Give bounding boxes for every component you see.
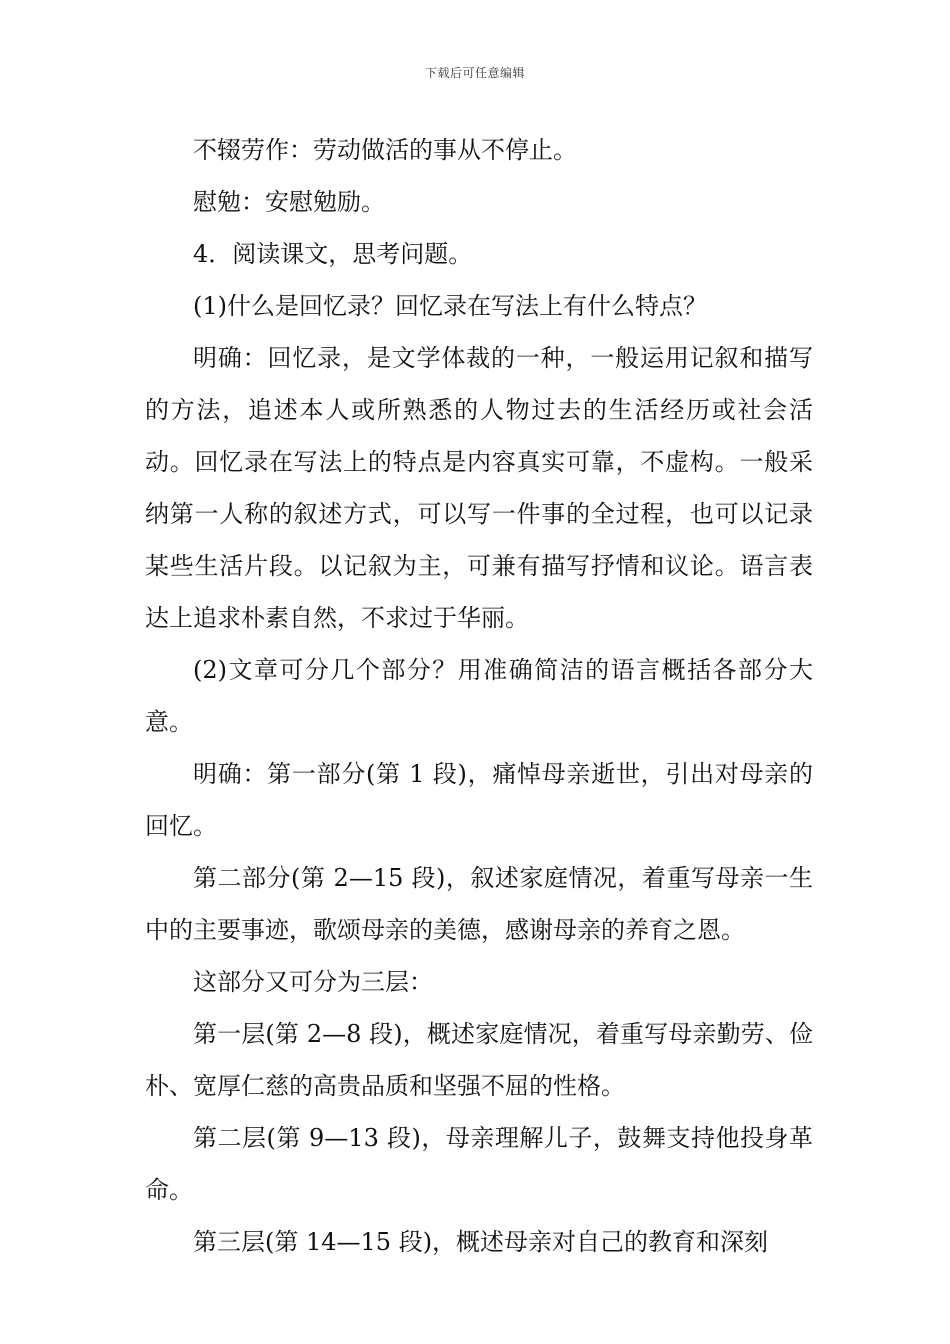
page-header-note: 下载后可任意编辑	[424, 66, 525, 80]
paragraph-layer-2: 第二层(第 9—13 段)，母亲理解儿子，鼓舞支持他投身革命。	[145, 1124, 813, 1204]
paragraph-answer-part-1: 明确：第一部分(第 1 段)，痛悼母亲逝世，引出对母亲的回忆。	[145, 760, 813, 840]
paragraph-question-1: (1)什么是回忆录？回忆录在写法上有什么特点？	[193, 292, 707, 320]
paragraph-layer-3: 第三层(第 14—15 段)，概述母亲对自己的教育和深刻	[193, 1228, 769, 1256]
paragraph-term-weimian: 慰勉：安慰勉励。	[193, 188, 385, 216]
paragraph-layers-intro: 这部分又可分为三层：	[193, 968, 433, 996]
paragraph-question-2: (2)文章可分几个部分？用准确简洁的语言概括各部分大意。	[145, 656, 813, 736]
paragraph-term-buchuo: 不辍劳作：劳动做活的事从不停止。	[193, 136, 577, 164]
paragraph-answer-1: 明确：回忆录，是文学体裁的一种，一般运用记叙和描写的方法，追述本人或所熟悉的人物过去的生活经历或社会活动。回忆录在写法上的特点是内容真实可靠，不虚构。一般采纳第一人称的叙述方式，可以写一件事的全过程，也可以记录某些生活片段。以记叙为主，可兼有描写抒情和议论。语言表达上追求朴素自然，不求过于华丽。	[145, 344, 813, 632]
paragraph-task-4: 4．阅读课文，思考问题。	[193, 240, 473, 268]
document-body	[145, 124, 813, 1268]
paragraph-layer-1: 第一层(第 2—8 段)，概述家庭情况，着重写母亲勤劳、俭朴、宽厚仁慈的高贵品质和坚强不屈的性格。	[145, 1020, 813, 1100]
paragraph-answer-part-2: 第二部分(第 2—15 段)，叙述家庭情况，着重写母亲一生中的主要事迹，歌颂母亲的美德，感谢母亲的养育之恩。	[145, 864, 813, 944]
